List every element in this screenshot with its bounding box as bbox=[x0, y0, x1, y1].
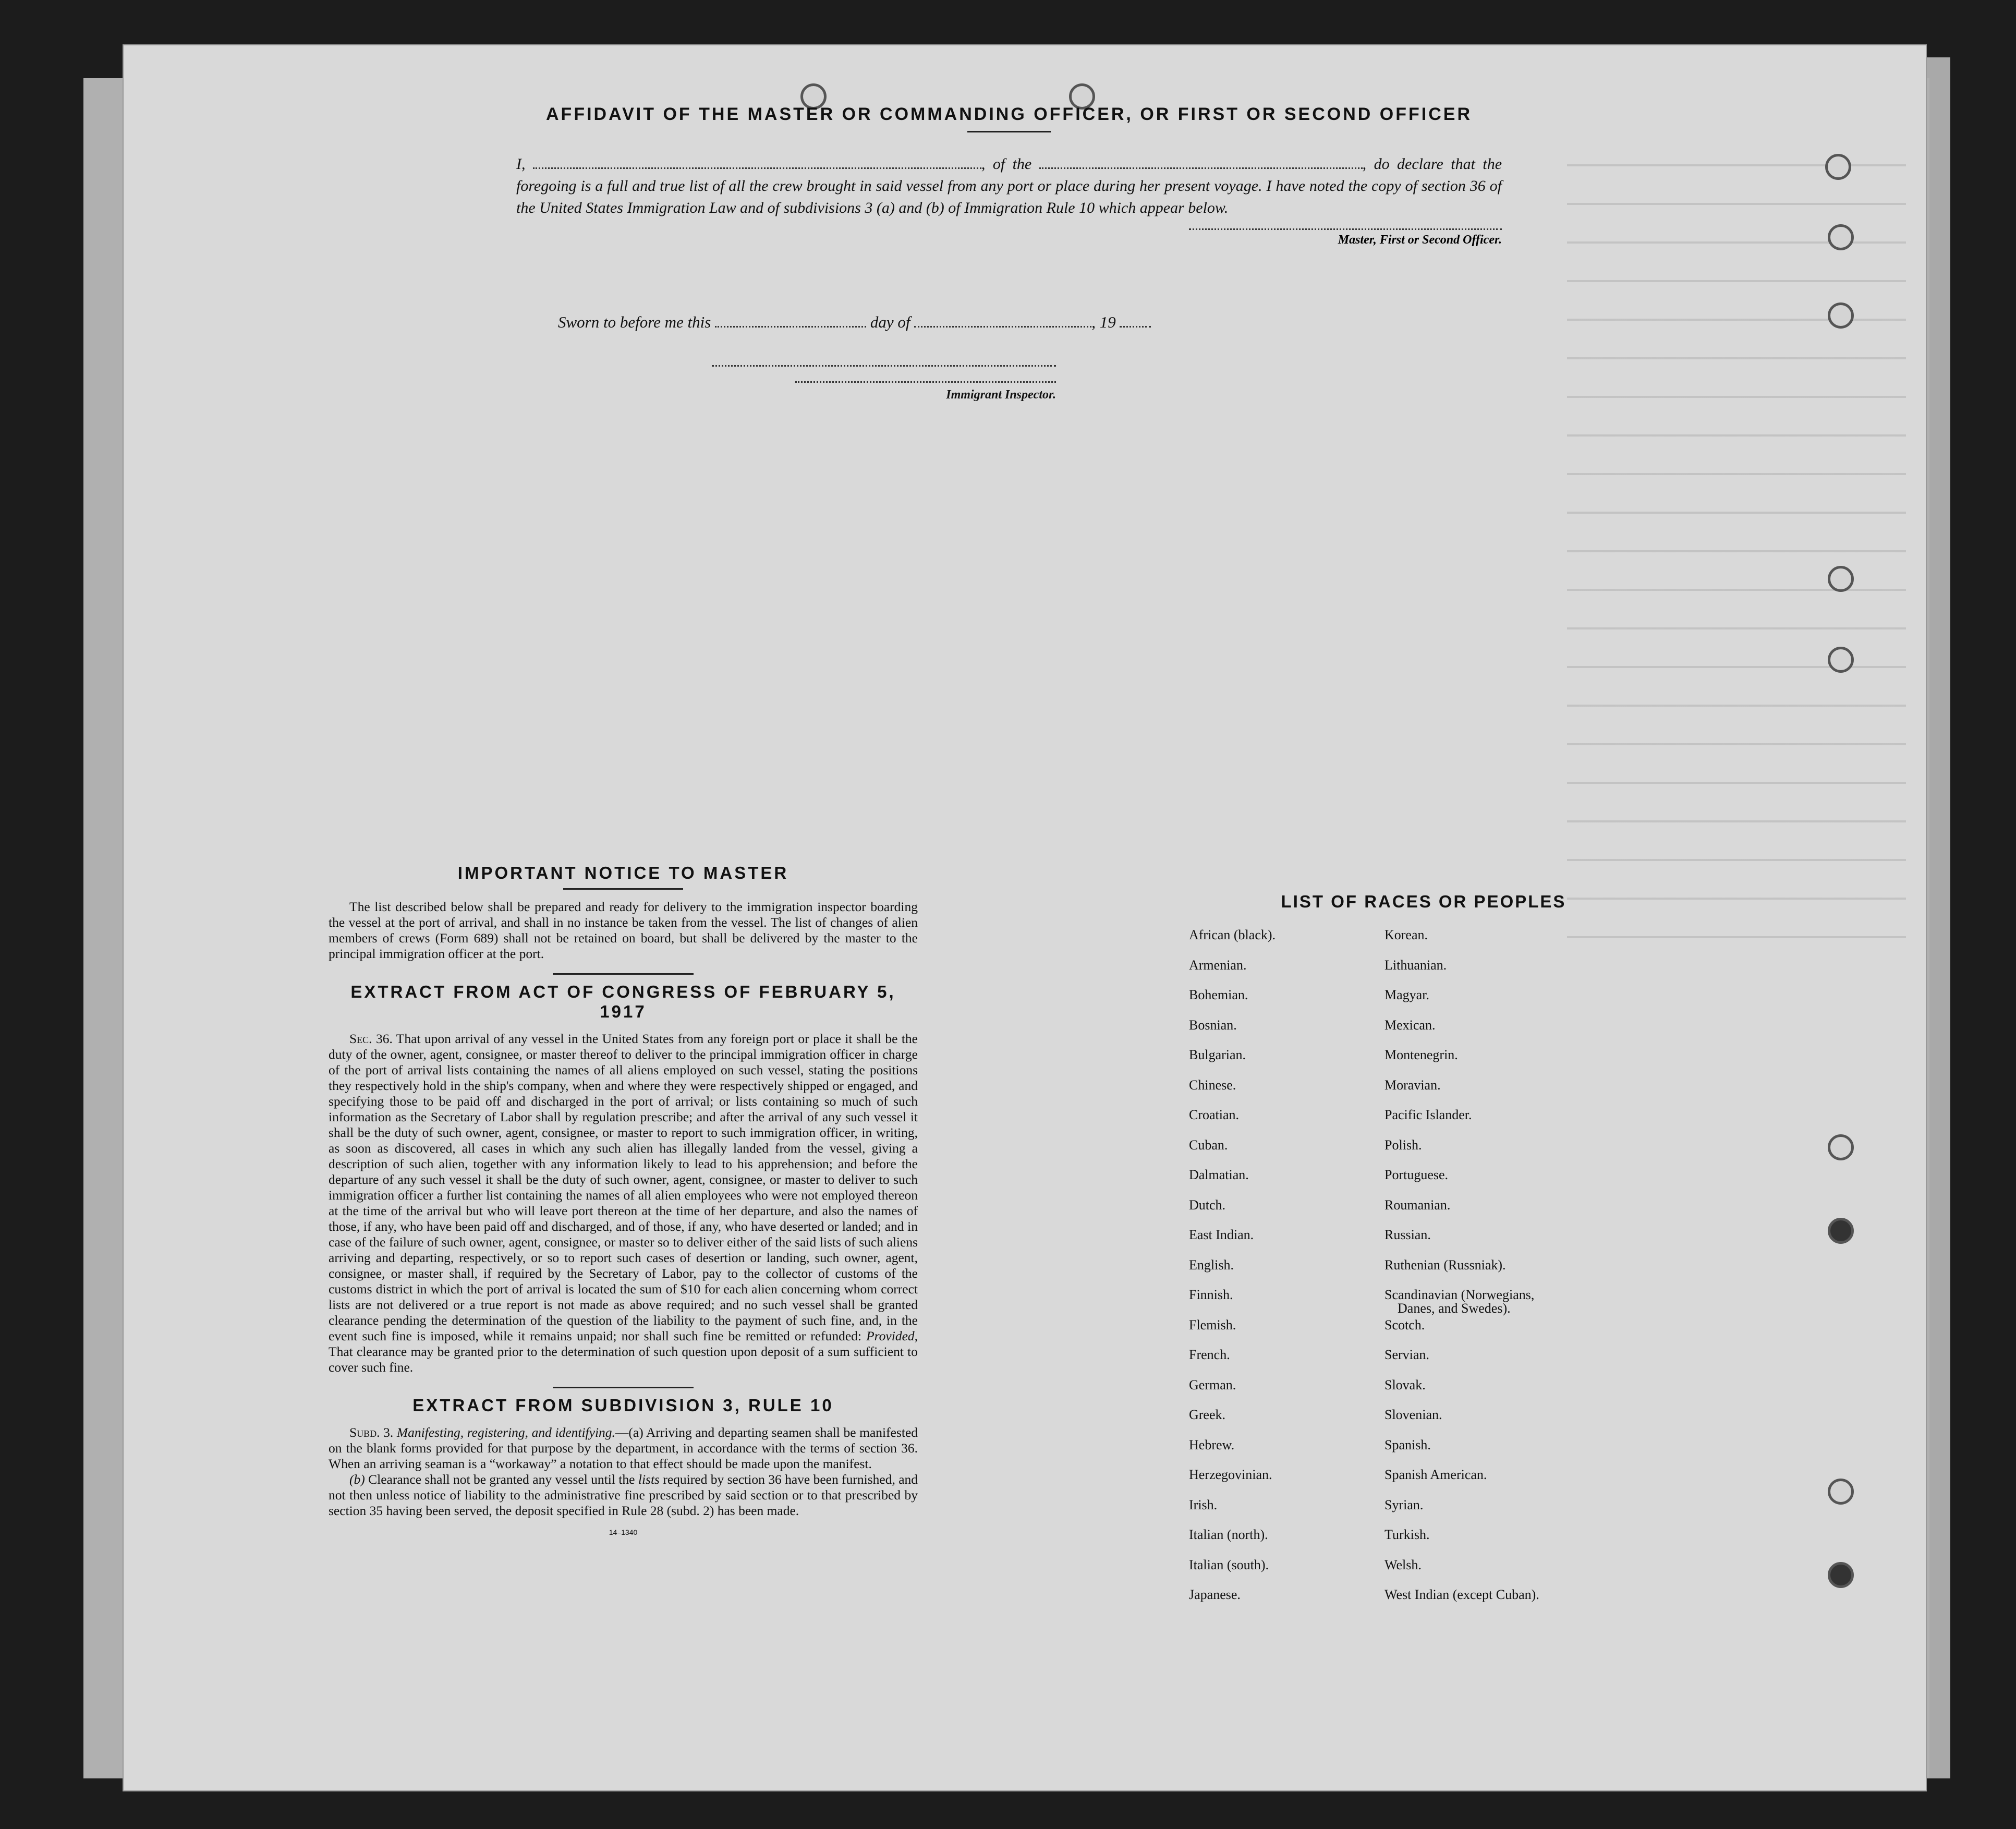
punch-hole bbox=[1828, 647, 1854, 673]
divider bbox=[563, 888, 683, 890]
race-item: Russian. bbox=[1385, 1227, 1431, 1242]
act-provided: Provided, bbox=[866, 1328, 918, 1343]
punch-hole bbox=[1825, 154, 1851, 180]
subd-title: Manifesting, registering, and identifying. bbox=[396, 1425, 615, 1440]
sworn-day-of: day of bbox=[870, 313, 910, 331]
subd-a-body: Arriving and departing seamen shall be manifested on the blank forms provided for that purpose by the department, in accordance with the terms of section 36. When an arriving seaman is a “workaway” a notation to that effect should be made upon the manifest. bbox=[329, 1425, 918, 1471]
race-item: Ruthenian (Russniak). bbox=[1385, 1257, 1506, 1273]
race-item: Roumanian. bbox=[1385, 1197, 1451, 1213]
race-item: Dutch. bbox=[1189, 1197, 1226, 1213]
affidavit-text: that the foregoing is a full and true list of all the crew brought in said vessel from any port or place during her present voyage. I have noted the copy of section 36 of the United States Immigration Law and of subdivisions 3 (a) and (b) of Immigration Rule 10 which appear below. bbox=[516, 155, 1502, 216]
race-item: Herzegovinian. bbox=[1189, 1467, 1272, 1482]
race-item: Japanese. bbox=[1189, 1587, 1241, 1602]
sworn-year: , 19 bbox=[1091, 313, 1116, 331]
act-title: EXTRACT FROM ACT OF CONGRESS OF FEBRUARY 5, 1917 bbox=[350, 982, 896, 1021]
race-item: Italian (south). bbox=[1189, 1557, 1269, 1572]
bleed-through-text bbox=[1567, 128, 1906, 962]
race-item: Finnish. bbox=[1189, 1287, 1233, 1302]
race-item: Servian. bbox=[1385, 1347, 1429, 1362]
affidavit-section bbox=[516, 104, 1502, 247]
race-item: Slovenian. bbox=[1385, 1407, 1442, 1422]
notice-title: IMPORTANT NOTICE TO MASTER bbox=[457, 863, 789, 882]
affidavit-title: AFFIDAVIT OF THE MASTER OR COMMANDING OFFICER, OR FIRST OR SECOND OFFICER bbox=[546, 104, 1472, 124]
signature-area bbox=[516, 228, 1502, 247]
race-item: French. bbox=[1189, 1347, 1230, 1362]
race-item: Polish. bbox=[1385, 1137, 1422, 1153]
affidavit-body bbox=[516, 153, 1502, 219]
affidavit-i: I, bbox=[516, 155, 526, 173]
rule-subd-b bbox=[329, 1472, 918, 1519]
divider bbox=[553, 973, 694, 975]
subd-a-label: —(a) bbox=[615, 1425, 643, 1440]
race-item: West Indian (except Cuban). bbox=[1385, 1587, 1539, 1602]
races-section bbox=[1189, 892, 1606, 1602]
race-item: African (black). bbox=[1189, 927, 1276, 942]
race-item: Turkish. bbox=[1385, 1527, 1430, 1542]
subd-b-label: (b) bbox=[349, 1472, 365, 1487]
subd-b-lists: lists bbox=[638, 1472, 660, 1487]
race-item: Moravian. bbox=[1385, 1077, 1441, 1093]
divider bbox=[967, 131, 1051, 132]
race-item: Dalmatian. bbox=[1189, 1167, 1249, 1182]
race-item: Spanish American. bbox=[1385, 1467, 1487, 1482]
subd-b-body: required by section 36 have been furnished, and not then unless notice of liability to the administrative fine prescribed by said section or to that prescribed by section 35 having been served, the deposit specified in Rule 28 (subd. 2) has been made. bbox=[329, 1472, 918, 1518]
race-item: Hebrew. bbox=[1189, 1437, 1235, 1452]
rule-subd-a bbox=[329, 1425, 918, 1472]
race-item: Cuban. bbox=[1189, 1137, 1228, 1153]
signature-blank-line[interactable] bbox=[1189, 228, 1502, 230]
subd-label: Subd. 3. bbox=[349, 1425, 394, 1440]
race-item: Scotch. bbox=[1385, 1317, 1425, 1333]
affidavit-declare: , do declare bbox=[1362, 155, 1443, 173]
races-title: LIST OF RACES OR PEOPLES bbox=[1281, 892, 1566, 911]
race-item: Welsh. bbox=[1385, 1557, 1422, 1572]
race-item: Pacific Islander. bbox=[1385, 1107, 1472, 1122]
race-item: Mexican. bbox=[1385, 1017, 1436, 1033]
race-item: Scandinavian (Norwegians, bbox=[1385, 1287, 1535, 1302]
race-item: Croatian. bbox=[1189, 1107, 1240, 1122]
punch-hole bbox=[1828, 1562, 1854, 1588]
form-number: 14–1340 bbox=[609, 1528, 638, 1536]
sworn-line bbox=[558, 313, 1151, 332]
signature-label: Master, First or Second Officer. bbox=[1338, 233, 1502, 247]
race-item: Chinese. bbox=[1189, 1077, 1236, 1093]
notice-body: The list described below shall be prepared and ready for delivery to the immigration inspector boarding the vessel at the port of arrival, and shall in no instance be taken from the vessel. The list of changes of alien members of crews (Form 689) shall not be retained on board, but shall be delivered by the master to the principal immigration officer at the port. bbox=[329, 899, 918, 961]
race-item: Portuguese. bbox=[1385, 1167, 1449, 1182]
race-item: Magyar. bbox=[1385, 987, 1429, 1002]
notice-section bbox=[329, 863, 918, 1536]
race-item: Irish. bbox=[1189, 1497, 1218, 1512]
race-item: Syrian. bbox=[1385, 1497, 1424, 1512]
day-blank-line[interactable] bbox=[715, 326, 866, 328]
affidavit-of-the: , of the bbox=[981, 155, 1032, 173]
rule-title: EXTRACT FROM SUBDIVISION 3, RULE 10 bbox=[412, 1396, 834, 1415]
punch-hole bbox=[1828, 302, 1854, 329]
race-item: Slovak. bbox=[1385, 1377, 1426, 1392]
race-item: Montenegrin. bbox=[1385, 1047, 1458, 1062]
month-blank-line[interactable] bbox=[914, 326, 1091, 328]
year-blank-line[interactable] bbox=[1120, 326, 1151, 328]
race-item: Greek. bbox=[1189, 1407, 1226, 1422]
punch-hole bbox=[1828, 566, 1854, 592]
race-item: Italian (north). bbox=[1189, 1527, 1268, 1542]
act-body bbox=[329, 1031, 918, 1375]
race-item: Spanish. bbox=[1385, 1437, 1431, 1452]
act-text-end: That clearance may be granted prior to the determination of such question upon deposit of a sum sufficient to cover such fine. bbox=[329, 1344, 918, 1375]
race-item: East Indian. bbox=[1189, 1227, 1254, 1242]
race-item: Lithuanian. bbox=[1385, 957, 1447, 973]
race-item-continuation: Danes, and Swedes). bbox=[1398, 1301, 1511, 1316]
race-item: Flemish. bbox=[1189, 1317, 1236, 1333]
race-item: Bohemian. bbox=[1189, 987, 1248, 1002]
punch-hole bbox=[1828, 224, 1854, 250]
punch-hole bbox=[1828, 1479, 1854, 1505]
name-blank-line[interactable] bbox=[533, 167, 981, 169]
act-sec-label: Sec. 36. bbox=[349, 1031, 393, 1046]
inspector-label: Immigrant Inspector. bbox=[946, 388, 1056, 402]
race-item: Armenian. bbox=[1189, 957, 1247, 973]
vessel-blank-line[interactable] bbox=[1039, 167, 1363, 169]
punch-hole bbox=[1828, 1134, 1854, 1160]
race-item: Bulgarian. bbox=[1189, 1047, 1246, 1062]
inspector-signature-area bbox=[712, 365, 1056, 402]
race-item: German. bbox=[1189, 1377, 1236, 1392]
race-item: Korean. bbox=[1385, 927, 1428, 942]
race-item: English. bbox=[1189, 1257, 1234, 1273]
divider bbox=[553, 1387, 694, 1388]
subd-b-pre: Clearance shall not be granted any vessel until the bbox=[368, 1472, 635, 1487]
sworn-prefix: Sworn to before me this bbox=[558, 313, 711, 331]
inspector-blank-line[interactable] bbox=[795, 381, 1056, 383]
race-item: Bosnian. bbox=[1189, 1017, 1237, 1033]
punch-hole bbox=[1828, 1218, 1854, 1244]
inspector-blank-line[interactable] bbox=[712, 365, 1056, 367]
act-text: That upon arrival of any vessel in the United States from any foreign port or place it shall be the duty of the owner, agent, consignee, or master thereof to deliver to the principal immigration officer in charge of the port of arrival lists containing the names of all aliens employed on such vessel, stating the positions they respectively hold in the ship's company, when and where they were respectively shipped or engaged, and specifying those to be paid off and discharged in the port of arrival; or lists containing so much of such information as the Secretary of Labor shall by regulation prescribe; and after the arrival of any such vessel it shall be the duty of such owner, agent, consignee, or master to report to such immigration officer, in writing, as soon as discovered, all cases in which any such alien has illegally landed from the vessel, giving a description of such alien, together with any information likely to lead to his apprehension; and before the departure of any such vessel it shall be the duty of such owner, agent, consignee, or master to deliver to such immigration officer a further list containing the names of all alien employees who were not employed thereon at the time of the arrival but who will leave port thereon at the time of her departure, and also the names of those, if any, who have been paid off and discharged, and of those, if any, who have deserted or landed; and in case of the failure of such owner, agent, consignee, or master so to deliver either of the said lists of such aliens arriving and departing, respectively, or so to report such cases of desertion or landing, such owner, agent, consignee, or master shall, if required by the Secretary of Labor, pay to the collector of customs of the customs district in which the port of arrival is located the sum of $10 for each alien concerning whom correct lists are not delivered or a true report is not made as above required; and no such vessel shall be granted clearance pending the determination of the question of the liability to the payment of such fine, and, in the event such fine is imposed, while it remains unpaid; nor shall such fine be remitted or refunded: bbox=[329, 1031, 918, 1343]
